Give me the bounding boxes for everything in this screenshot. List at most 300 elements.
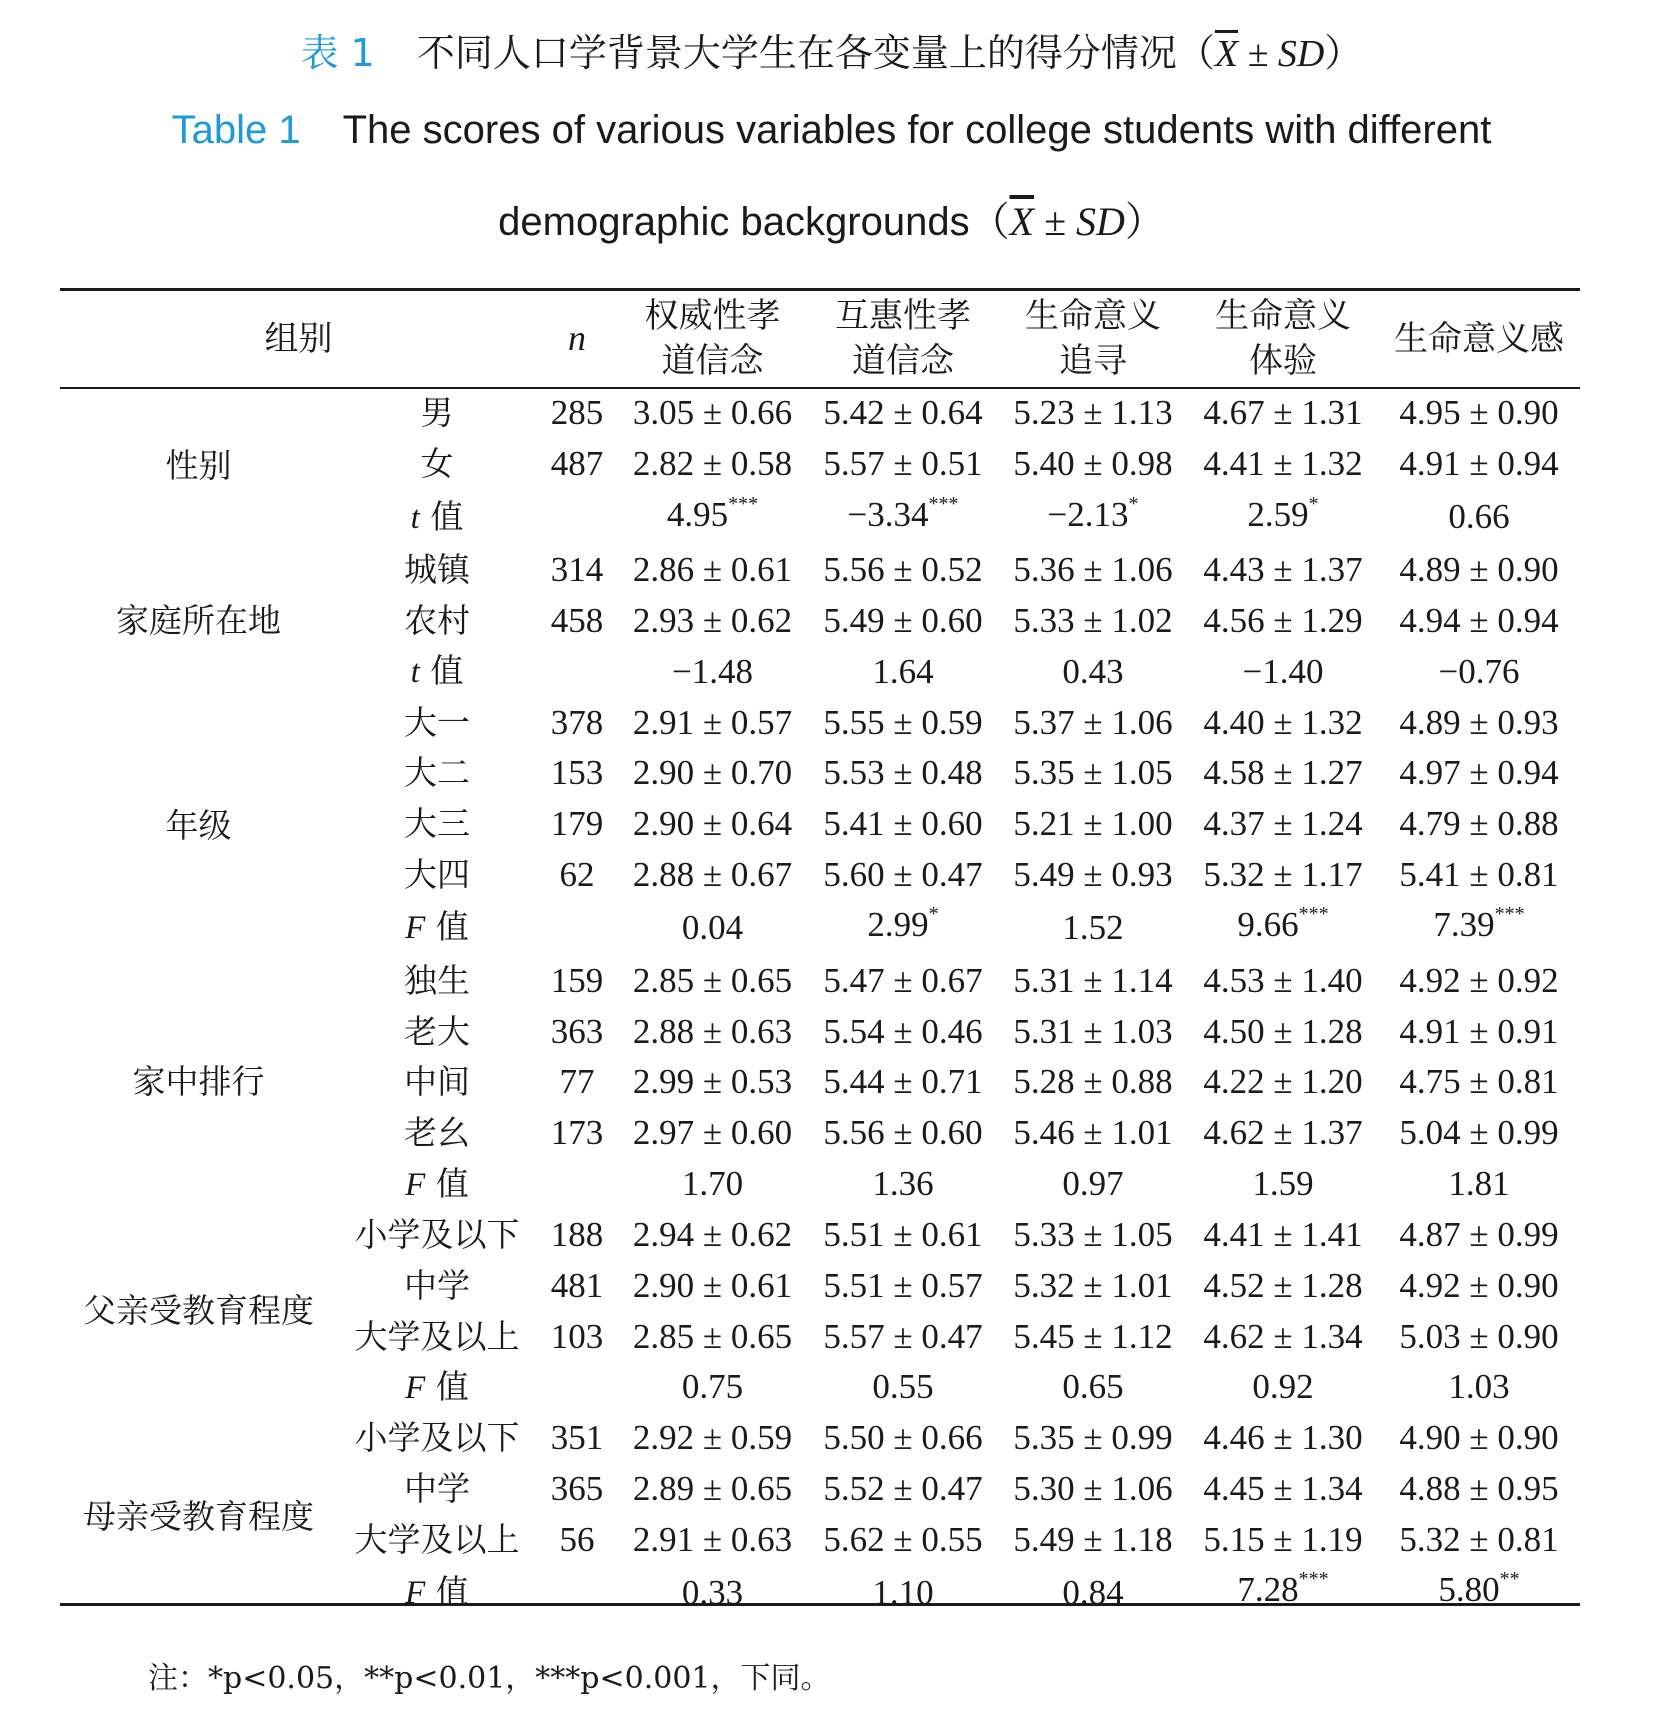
value-text: 5.40 ± 0.98 — [1013, 444, 1173, 484]
caption-en-title-2: demographic backgrounds（ — [498, 200, 1010, 244]
value-text: 5.30 ± 1.06 — [1013, 1469, 1173, 1509]
value-text: 5.21 ± 1.00 — [1013, 804, 1173, 844]
value-cell — [1378, 439, 1580, 490]
sample-size-cell: 56 — [559, 1519, 595, 1559]
value-text: 2.85 ± 0.65 — [632, 1316, 793, 1356]
value-text: 4.94 ± 0.94 — [1399, 600, 1559, 640]
value-cell — [998, 955, 1188, 1006]
value-cell — [1378, 1311, 1580, 1362]
sample-size-cell: 179 — [550, 804, 604, 844]
value-cell — [1378, 748, 1580, 799]
value-text: 1.64 — [872, 651, 934, 691]
value-text: 5.52 ± 0.47 — [823, 1469, 983, 1509]
subgroup-label: 独生 — [404, 960, 470, 1000]
header-search-for-meaning — [998, 290, 1188, 388]
value-cell — [617, 646, 808, 697]
value-cell — [998, 1159, 1188, 1210]
group-label: 父亲受教育程度 — [83, 1291, 314, 1331]
sample-size-cell — [537, 1159, 617, 1210]
caption-en-pmsd: ± SD — [1034, 199, 1125, 244]
value-text: 4.41 ± 1.41 — [1203, 1214, 1363, 1254]
value-text: 4.87 ± 0.99 — [1399, 1214, 1559, 1254]
sample-size-cell: 365 — [550, 1469, 604, 1509]
value-text: 0.04 — [681, 907, 744, 947]
value-text: 5.57 ± 0.47 — [823, 1316, 983, 1356]
value-text: 4.92 ± 0.90 — [1399, 1265, 1559, 1305]
value-text: 5.62 ± 0.55 — [823, 1519, 983, 1559]
value-cell — [998, 490, 1188, 545]
value-text: 1.70 — [681, 1164, 744, 1204]
value-text: 5.23 ± 1.13 — [1013, 393, 1173, 433]
value-cell — [1378, 1159, 1580, 1210]
value-cell — [808, 545, 998, 596]
value-text: 5.32 ± 0.81 — [1399, 1519, 1559, 1559]
subgroup-label: 大二 — [404, 753, 470, 793]
value-cell — [1378, 1210, 1580, 1261]
value-text: 4.67 ± 1.31 — [1203, 393, 1363, 433]
value-cell — [808, 388, 998, 439]
significance-marker: *** — [1494, 903, 1525, 926]
value-cell — [1378, 955, 1580, 1006]
header-col1-line2: 道信念 — [661, 341, 764, 381]
value-cell — [1378, 850, 1580, 901]
group-label: 年级 — [165, 806, 232, 846]
value-text: 2.99 ± 0.53 — [632, 1062, 793, 1102]
value-text: 0.55 — [872, 1367, 934, 1407]
subgroup-label: 女 — [420, 444, 454, 484]
value-text: 5.45 ± 1.12 — [1013, 1316, 1173, 1356]
value-text: 4.56 ± 1.29 — [1203, 600, 1363, 640]
value-text: 4.97 ± 0.94 — [1399, 753, 1559, 793]
value-cell — [998, 850, 1188, 901]
value-text: −1.48 — [672, 651, 753, 691]
statistic-label — [337, 900, 537, 955]
value-cell — [998, 1311, 1188, 1362]
table-row — [60, 545, 1580, 596]
caption-en-xbar: $\overline{X}$ — [1009, 199, 1034, 244]
value-text: 2.85 ± 0.65 — [632, 960, 793, 1000]
caption-english-line1 — [0, 108, 1663, 153]
value-cell — [1378, 388, 1580, 439]
value-cell — [1188, 1057, 1378, 1108]
value-cell — [808, 490, 998, 545]
value-text: 5.31 ± 1.14 — [1013, 960, 1173, 1000]
value-text: 4.90 ± 0.90 — [1399, 1418, 1559, 1458]
value-text: 5.41 ± 0.60 — [823, 804, 983, 844]
value-cell — [1378, 1464, 1580, 1515]
value-cell — [1378, 1413, 1580, 1464]
value-cell — [998, 900, 1188, 955]
value-cell — [1378, 1362, 1580, 1413]
statistic-suffix: 值 — [435, 907, 469, 947]
subgroup-label: 中间 — [404, 1062, 470, 1102]
value-text: 4.53 ± 1.40 — [1203, 960, 1363, 1000]
value-cell — [1188, 1311, 1378, 1362]
value-cell — [617, 900, 808, 955]
value-text: 2.59 — [1247, 494, 1309, 534]
header-n-label: n — [568, 318, 586, 358]
group-label: 家庭所在地 — [116, 600, 281, 640]
value-text: 2.88 ± 0.67 — [632, 854, 793, 894]
significance-marker: *** — [1298, 903, 1329, 926]
sample-size-cell — [537, 1565, 617, 1620]
caption-cn-title: 不同人口学背景大学生在各变量上的得分情况（ — [416, 31, 1215, 75]
value-cell — [808, 799, 998, 850]
value-cell — [998, 1210, 1188, 1261]
header-col2-line1: 互惠性孝 — [835, 296, 971, 336]
value-cell — [617, 1413, 808, 1464]
value-text: 0.97 — [1062, 1164, 1124, 1204]
header-presence-of-meaning — [1188, 290, 1378, 388]
value-text: 3.05 ± 0.66 — [632, 393, 793, 433]
statistic-label — [337, 1565, 537, 1620]
value-text: 5.41 ± 0.81 — [1399, 854, 1559, 894]
value-text: 4.89 ± 0.90 — [1399, 549, 1559, 589]
scores-table — [60, 290, 1580, 1620]
value-text: 5.35 ± 1.05 — [1013, 753, 1173, 793]
header-col1-line1: 权威性孝 — [644, 296, 781, 336]
value-text: −2.13 — [1047, 494, 1129, 534]
value-text: 0.92 — [1252, 1367, 1314, 1407]
statistic-label — [337, 490, 537, 545]
value-text: 4.41 ± 1.32 — [1203, 444, 1363, 484]
value-cell — [808, 850, 998, 901]
value-text: 4.91 ± 0.94 — [1399, 444, 1559, 484]
value-cell — [1188, 1006, 1378, 1057]
value-cell — [808, 595, 998, 646]
sample-size-cell: 188 — [550, 1214, 604, 1254]
value-text: 2.88 ± 0.63 — [632, 1011, 793, 1051]
header-col2-line2: 道信念 — [852, 341, 954, 381]
value-text: 4.75 ± 0.81 — [1399, 1062, 1559, 1102]
value-cell — [808, 697, 998, 748]
value-cell — [998, 545, 1188, 596]
value-text: 2.90 ± 0.70 — [632, 753, 793, 793]
value-cell — [617, 850, 808, 901]
value-cell — [1378, 1565, 1580, 1620]
value-text: 7.28 — [1237, 1570, 1299, 1610]
value-cell — [1188, 1108, 1378, 1159]
subgroup-label: 老幺 — [404, 1113, 470, 1153]
value-cell — [617, 1006, 808, 1057]
sample-size-cell: 173 — [550, 1113, 604, 1153]
value-text: 4.91 ± 0.91 — [1399, 1011, 1559, 1051]
value-text: 1.81 — [1448, 1164, 1510, 1204]
value-text: 4.62 ± 1.34 — [1203, 1316, 1363, 1356]
subgroup-label: 中学 — [404, 1469, 470, 1509]
sample-size-cell: 62 — [559, 854, 595, 894]
value-cell — [998, 1565, 1188, 1620]
value-cell — [1188, 1260, 1378, 1311]
value-cell — [617, 748, 808, 799]
value-cell — [808, 1210, 998, 1261]
sample-size-cell: 103 — [550, 1316, 604, 1356]
value-cell — [1378, 1057, 1580, 1108]
value-text: 4.62 ± 1.37 — [1203, 1113, 1363, 1153]
value-text: 5.36 ± 1.06 — [1013, 549, 1173, 589]
value-cell — [998, 799, 1188, 850]
statistic-symbol: F — [405, 910, 426, 947]
value-text: 5.42 ± 0.64 — [823, 393, 983, 433]
value-cell — [1188, 1362, 1378, 1413]
value-text: 2.90 ± 0.64 — [632, 804, 793, 844]
value-text: 2.89 ± 0.65 — [632, 1469, 793, 1509]
group-label: 母亲受教育程度 — [83, 1496, 314, 1536]
value-text: 0.43 — [1062, 651, 1124, 691]
value-text: 5.37 ± 1.06 — [1013, 702, 1173, 742]
value-text: 0.65 — [1062, 1367, 1124, 1407]
caption-en-title-1: The scores of various variables for college students with different — [342, 108, 1492, 152]
value-text: 1.36 — [872, 1164, 934, 1204]
value-cell — [1188, 646, 1378, 697]
value-cell — [808, 1565, 998, 1620]
value-cell — [998, 1464, 1188, 1515]
header-col3-line1: 生命意义 — [1025, 296, 1161, 336]
value-cell — [1378, 1108, 1580, 1159]
value-cell — [617, 1565, 808, 1620]
subgroup-label: 大三 — [404, 804, 470, 844]
value-text: 5.51 ± 0.57 — [823, 1265, 983, 1305]
value-text: 2.82 ± 0.58 — [632, 444, 793, 484]
sample-size-cell: 458 — [550, 600, 604, 640]
table-row — [60, 388, 1580, 439]
caption-en-label: Table 1 — [171, 108, 301, 152]
value-cell — [617, 490, 808, 545]
value-cell — [808, 1515, 998, 1566]
value-text: 4.89 ± 0.93 — [1399, 702, 1559, 742]
statistic-symbol: F — [405, 1166, 426, 1203]
value-cell — [617, 955, 808, 1006]
value-cell — [617, 1311, 808, 1362]
caption-cn-label: 表 1 — [300, 31, 375, 75]
value-text: 5.55 ± 0.59 — [823, 702, 983, 742]
value-text: 5.49 ± 0.93 — [1013, 854, 1173, 894]
caption-english-line2 — [0, 190, 1663, 247]
value-text: 4.22 ± 1.20 — [1203, 1062, 1363, 1102]
value-text: 5.60 ± 0.47 — [823, 854, 983, 894]
value-text: 5.28 ± 0.88 — [1013, 1062, 1173, 1102]
value-cell — [1188, 748, 1378, 799]
value-text: 5.50 ± 0.66 — [823, 1418, 983, 1458]
statistic-suffix: 值 — [430, 496, 464, 536]
value-cell — [998, 595, 1188, 646]
value-cell — [808, 1108, 998, 1159]
value-text: 4.43 ± 1.37 — [1203, 549, 1363, 589]
table-row — [60, 1210, 1580, 1261]
table-row — [60, 1413, 1580, 1464]
value-cell — [1188, 388, 1378, 439]
value-cell — [1188, 955, 1378, 1006]
value-text: 5.56 ± 0.52 — [823, 549, 983, 589]
value-text: 1.10 — [872, 1572, 934, 1612]
value-cell — [1188, 439, 1378, 490]
table-note: 注：*p<0.05，**p<0.01，***p<0.001，下同。 — [148, 1661, 831, 1696]
value-text: 5.51 ± 0.61 — [823, 1214, 983, 1254]
value-cell — [998, 1362, 1188, 1413]
value-cell — [1188, 1565, 1378, 1620]
value-cell — [617, 1159, 808, 1210]
value-text: 4.92 ± 0.92 — [1399, 960, 1559, 1000]
value-cell — [1188, 545, 1378, 596]
sample-size-cell: 159 — [550, 960, 604, 1000]
value-cell — [1188, 697, 1378, 748]
group-label: 家中排行 — [132, 1062, 265, 1102]
value-cell — [808, 1159, 998, 1210]
sample-size-cell: 153 — [550, 753, 604, 793]
value-cell — [998, 388, 1188, 439]
value-cell — [998, 1057, 1188, 1108]
value-text: 5.80 — [1438, 1570, 1500, 1610]
value-cell — [808, 1057, 998, 1108]
value-text: 5.49 ± 0.60 — [823, 600, 983, 640]
value-cell — [1378, 799, 1580, 850]
value-text: 2.90 ± 0.61 — [632, 1265, 793, 1305]
value-cell — [808, 1006, 998, 1057]
value-cell — [1378, 646, 1580, 697]
significance-marker: *** — [1298, 1568, 1329, 1591]
value-cell — [1378, 1515, 1580, 1566]
statistic-suffix: 值 — [435, 1366, 469, 1406]
table-row — [60, 697, 1580, 748]
sample-size-cell: 363 — [550, 1011, 604, 1051]
statistic-symbol: t — [410, 499, 420, 536]
value-cell — [808, 439, 998, 490]
value-text: 5.32 ± 1.01 — [1013, 1265, 1173, 1305]
value-cell — [998, 439, 1188, 490]
statistic-label — [337, 646, 537, 697]
value-cell — [1378, 490, 1580, 545]
value-cell — [808, 955, 998, 1006]
value-cell — [1188, 799, 1378, 850]
value-cell — [1378, 545, 1580, 596]
sample-size-cell: 487 — [550, 444, 604, 484]
value-text: 5.47 ± 0.67 — [823, 960, 983, 1000]
value-cell — [998, 1006, 1188, 1057]
value-text: 2.94 ± 0.62 — [632, 1214, 793, 1254]
significance-marker: *** — [728, 492, 759, 515]
value-cell — [998, 646, 1188, 697]
value-cell — [998, 1515, 1188, 1566]
sample-size-cell: 378 — [550, 702, 604, 742]
value-text: 4.50 ± 1.28 — [1203, 1011, 1363, 1051]
value-cell — [808, 1260, 998, 1311]
value-text: −1.40 — [1242, 651, 1324, 691]
statistic-symbol: F — [405, 1369, 426, 1406]
header-col3-line2: 追寻 — [1059, 341, 1127, 381]
table-header-row — [60, 290, 1580, 388]
value-text: 5.31 ± 1.03 — [1013, 1011, 1173, 1051]
value-text: 7.39 — [1433, 905, 1495, 945]
caption-cn-pmsd: ± SD — [1238, 33, 1325, 75]
significance-marker: *** — [928, 492, 959, 515]
subgroup-label: 大一 — [404, 702, 470, 742]
value-text: 4.45 ± 1.34 — [1203, 1469, 1363, 1509]
value-cell — [1188, 1210, 1378, 1261]
statistic-suffix: 值 — [430, 651, 464, 691]
value-cell — [1188, 850, 1378, 901]
statistic-symbol: t — [410, 654, 420, 691]
value-cell — [808, 900, 998, 955]
value-text: 1.03 — [1448, 1367, 1510, 1407]
value-cell — [617, 1210, 808, 1261]
subgroup-label: 城镇 — [404, 549, 470, 589]
value-text: 5.33 ± 1.05 — [1013, 1214, 1173, 1254]
value-cell — [1378, 595, 1580, 646]
significance-marker: * — [928, 903, 939, 926]
value-text: 5.57 ± 0.51 — [823, 444, 983, 484]
value-text: 5.56 ± 0.60 — [823, 1113, 983, 1153]
value-text: −0.76 — [1438, 651, 1520, 691]
caption-chinese — [0, 22, 1663, 77]
value-cell — [1188, 595, 1378, 646]
header-n — [537, 290, 617, 388]
value-cell — [1188, 1464, 1378, 1515]
value-text: 4.58 ± 1.27 — [1203, 753, 1363, 793]
value-text: 9.66 — [1237, 905, 1299, 945]
value-text: 4.79 ± 0.88 — [1399, 804, 1559, 844]
value-text: 1.59 — [1252, 1164, 1314, 1204]
caption-cn-xbar: $\overline{X}$ — [1214, 33, 1239, 75]
statistic-suffix: 值 — [435, 1572, 469, 1612]
value-text: 2.93 ± 0.62 — [632, 600, 793, 640]
statistic-symbol: F — [405, 1575, 426, 1612]
significance-marker: * — [1128, 492, 1139, 515]
value-text: 4.88 ± 0.95 — [1399, 1469, 1559, 1509]
value-cell — [617, 1057, 808, 1108]
value-cell — [998, 748, 1188, 799]
table-body — [60, 388, 1580, 1620]
value-text: 5.46 ± 1.01 — [1013, 1113, 1173, 1153]
value-cell — [998, 1108, 1188, 1159]
value-cell — [617, 697, 808, 748]
value-text: 5.03 ± 0.90 — [1399, 1316, 1559, 1356]
value-cell — [617, 1362, 808, 1413]
value-cell — [998, 697, 1188, 748]
value-text: −3.34 — [847, 494, 929, 534]
caption-cn-close: ） — [1324, 31, 1363, 75]
value-cell — [1378, 697, 1580, 748]
value-text: 2.91 ± 0.57 — [632, 702, 793, 742]
significance-marker: ** — [1499, 1568, 1520, 1591]
value-text: 2.92 ± 0.59 — [632, 1418, 793, 1458]
subgroup-label: 大学及以上 — [354, 1316, 520, 1356]
subgroup-label: 农村 — [404, 600, 470, 640]
subgroup-label: 男 — [420, 393, 454, 433]
sample-size-cell: 314 — [550, 549, 604, 589]
value-text: 0.33 — [681, 1572, 744, 1612]
value-cell — [808, 1413, 998, 1464]
sample-size-cell: 481 — [550, 1265, 604, 1305]
statistic-label — [337, 1159, 537, 1210]
subgroup-label: 小学及以下 — [354, 1214, 520, 1254]
header-authoritarian-filial-piety — [617, 290, 808, 388]
value-text: 4.95 — [666, 494, 729, 534]
group-label: 性别 — [165, 446, 232, 486]
significance-marker: * — [1308, 492, 1319, 515]
value-text: 5.04 ± 0.99 — [1399, 1113, 1559, 1153]
value-cell — [1378, 1260, 1580, 1311]
value-text: 2.99 — [867, 905, 929, 945]
value-text: 5.32 ± 1.17 — [1203, 854, 1363, 894]
value-text: 5.33 ± 1.02 — [1013, 600, 1173, 640]
subgroup-label: 中学 — [404, 1265, 470, 1305]
value-text: 5.15 ± 1.19 — [1203, 1519, 1363, 1559]
value-cell — [617, 545, 808, 596]
subgroup-label: 大四 — [404, 854, 470, 894]
value-cell — [617, 799, 808, 850]
value-text: 0.75 — [681, 1367, 744, 1407]
value-cell — [808, 1311, 998, 1362]
